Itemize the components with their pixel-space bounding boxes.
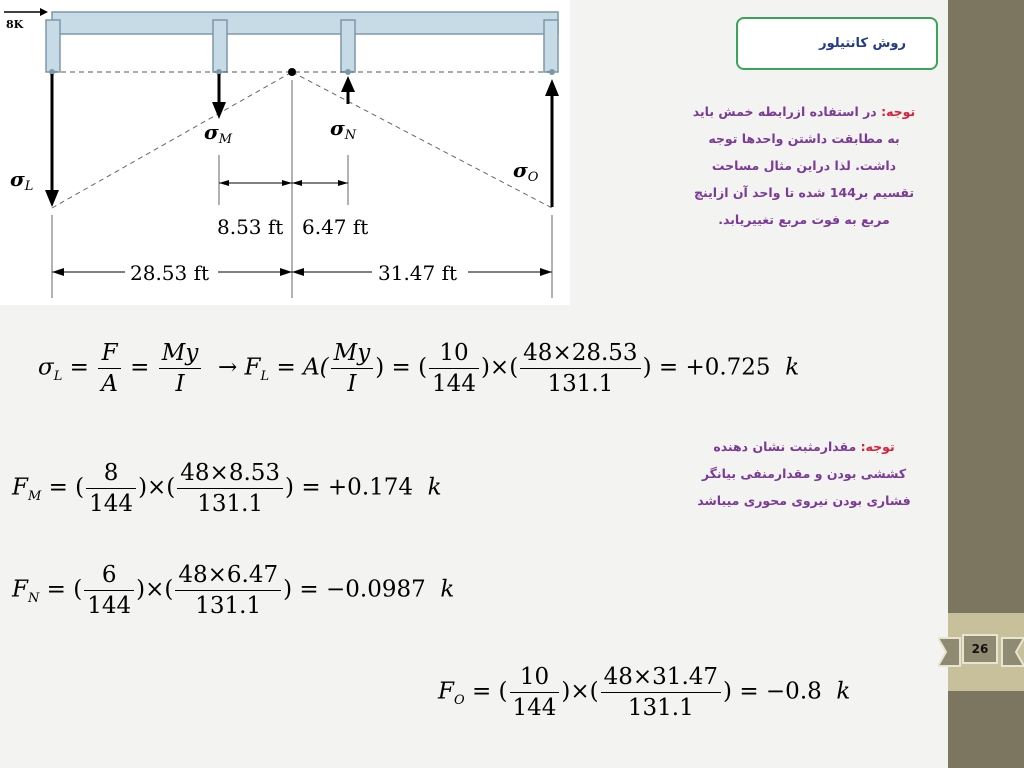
note-units [690,98,918,233]
dim-28-53: 28.53 ft [130,261,210,285]
equation-fm: $F_M$ = ( $\frac{8}{144}$ )×( $\frac{48\times 8.53}{131.1}$ ) = +0.174 k [12,460,442,517]
slide-title: روش کانتیلور [819,36,906,51]
page-number: 26 [962,634,998,664]
svg-text:σL: $\sigma_L$ [10,167,34,194]
note-sign-keyword: توجه: [860,439,895,454]
note-units-keyword: توجه: [881,104,916,119]
dim-6-47: 6.47 ft [302,215,369,239]
diagram-svg [0,0,570,305]
title-box [736,17,938,70]
equation-fo: $F_O$ = ( $\frac{10}{144}$ )×( $\frac{48\times 31.47}{131.1}$ ) = −0.8 k [438,664,851,721]
equation-fn: $F_N$ = ( $\frac{6}{144}$ )×( $\frac{48\times 6.47}{131.1}$ ) = −0.0987 k [12,562,455,619]
equation-sigma-l: $\sigma_L$ = $\frac{F}{A}$ = $\frac{My}{I}$ → $F_L = A$( $\frac{My}{I}$ ) = ( $\frac{10}{144}$ )×( $\frac{48\times 28.53}{131.1}$ ) = +0.725 k [38,340,800,397]
svg-text:σO: $\sigma_O$ [513,158,539,185]
dim-31-47: 31.47 ft [378,261,458,285]
load-label: 8K [6,18,24,31]
cantilever-diagram [0,0,570,305]
note-units-text: در استفاده ازرابطه خمش باید به مطابقت داشتن واحدها توجه داشت. لذا دراین مثال مساحت تقسیم بر144 شده تا واحد آن ازاینچ مربع به فوت مربع تغییریابد. [692,104,915,227]
svg-text:σN: $\sigma_N$ [330,116,357,143]
note-sign [690,433,918,514]
dim-8-53: 8.53 ft [217,215,284,239]
svg-text:σM: $\sigma_M$ [204,120,233,147]
note-sign-text: مقدارمثبت نشان دهنده کششی بودن و مقدارمنفی بیانگر فشاری بودن نیروی محوری میباشد [697,439,911,508]
